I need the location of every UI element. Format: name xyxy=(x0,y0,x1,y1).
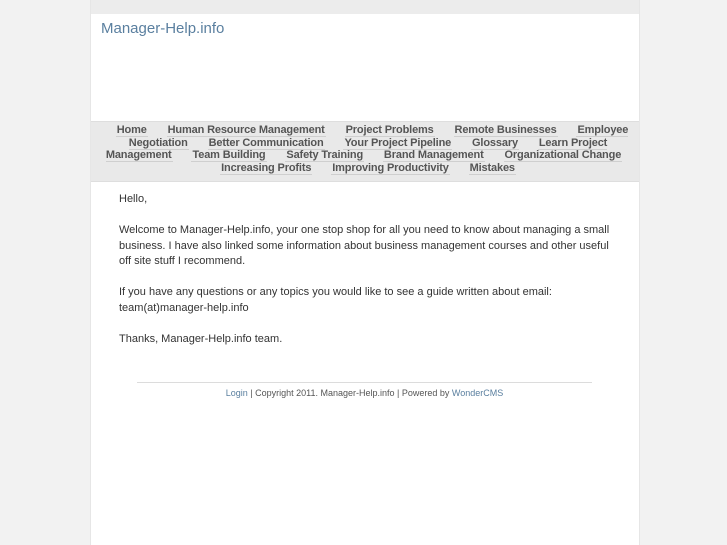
copyright-text: Copyright 2011. Manager-Help.info xyxy=(255,388,395,398)
nav-item-team-building[interactable]: Team Building xyxy=(192,149,266,162)
footer-separator: | xyxy=(247,388,256,398)
thanks-text: Thanks, Manager-Help.info team. xyxy=(119,332,283,345)
nav-item-remote-businesses[interactable]: Remote Businesses xyxy=(454,124,557,136)
nav-item-better-communication[interactable]: Better Communication xyxy=(208,136,324,149)
wondercms-link[interactable]: WonderCMS xyxy=(451,388,504,398)
nav-item-improving-productivity[interactable]: Improving Productivity xyxy=(332,161,449,174)
main-content xyxy=(119,192,619,363)
greeting-text: Hello, xyxy=(119,193,148,205)
nav-item-brand-management[interactable]: Brand Management xyxy=(383,149,484,162)
main-navigation xyxy=(91,121,639,182)
nav-item-organizational-change[interactable]: Organizational Change xyxy=(504,149,622,162)
nav-item-mistakes[interactable]: Mistakes xyxy=(469,161,515,174)
powered-by-text: Powered by xyxy=(401,388,452,398)
nav-item-human-resource-management[interactable]: Human Resource Management xyxy=(167,124,325,136)
footer xyxy=(137,388,592,398)
nav-item-increasing-profits[interactable]: Increasing Profits xyxy=(221,161,312,174)
questions-paragraph: If you have any questions or any topics you would like to see a guide written about email: team(at)manager-help.info xyxy=(119,286,552,314)
top-band xyxy=(91,0,639,14)
nav-item-glossary[interactable]: Glossary xyxy=(472,136,518,149)
welcome-paragraph: Welcome to Manager-Help.info, your one stop shop for all you need to know about managing a small business. I have also linked some information about business management courses and other useful off site stuff I recommend. xyxy=(119,224,610,267)
nav-item-learn-project-management[interactable]: Learn Project Management xyxy=(105,136,608,162)
footer-divider xyxy=(137,382,592,383)
nav-item-home[interactable]: Home xyxy=(116,124,147,136)
footer-separator: | xyxy=(394,388,402,398)
site-title[interactable]: Manager-Help.info xyxy=(101,20,225,37)
nav-item-employee-negotiation[interactable]: Employee Negotiation xyxy=(128,124,629,149)
nav-item-your-project-pipeline[interactable]: Your Project Pipeline xyxy=(344,136,452,149)
nav-item-safety-training[interactable]: Safety Training xyxy=(286,149,364,162)
page-container xyxy=(90,0,640,545)
login-link[interactable]: Login xyxy=(225,388,248,398)
nav-item-project-problems[interactable]: Project Problems xyxy=(345,124,434,136)
